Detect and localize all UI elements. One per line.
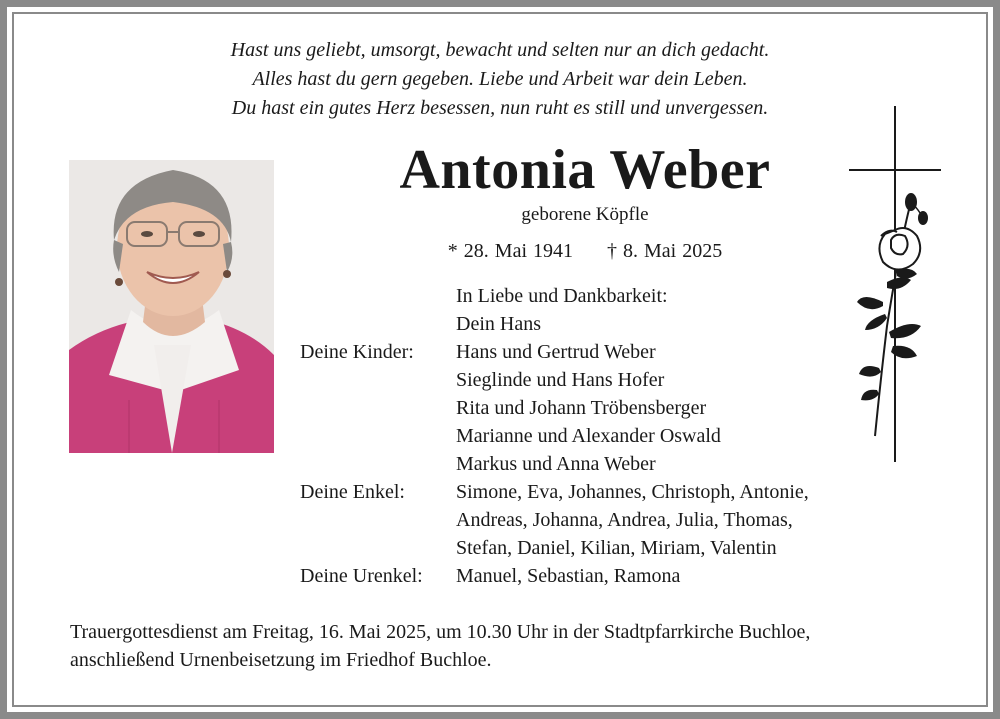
mourner-row bbox=[300, 422, 809, 450]
death-date: † 8. Mai 2025 bbox=[607, 240, 723, 262]
mourner-names: Rita und Johann Tröbensberger bbox=[456, 397, 707, 419]
mourner-label: Deine Urenkel: bbox=[300, 565, 423, 587]
service-line: anschließend Urnenbeisetzung im Friedhof Buchloe. bbox=[70, 649, 492, 671]
birth-name: geborene Köpfle bbox=[521, 204, 649, 225]
mourner-label bbox=[300, 310, 456, 338]
mourner-names: Markus und Anna Weber bbox=[456, 453, 656, 475]
mourner-row bbox=[300, 338, 809, 366]
mourner-label bbox=[300, 506, 456, 534]
mourner-row bbox=[300, 394, 809, 422]
mourner-label bbox=[300, 282, 456, 310]
mourner-names: Sieglinde und Hans Hofer bbox=[456, 369, 665, 391]
mourner-row bbox=[300, 282, 809, 310]
poem-line: Hast uns geliebt, umsorgt, bewacht und selten nur an dich gedacht. bbox=[230, 39, 770, 61]
mourner-row bbox=[300, 366, 809, 394]
mourner-names: In Liebe und Dankbarkeit: bbox=[456, 285, 668, 307]
mourner-label bbox=[300, 394, 456, 422]
life-dates bbox=[385, 240, 785, 263]
mourner-names: Stefan, Daniel, Kilian, Miriam, Valentin bbox=[456, 537, 777, 559]
mourner-label bbox=[300, 422, 456, 450]
birth-date: * 28. Mai 1941 bbox=[447, 240, 573, 262]
mourner-names: Marianne und Alexander Oswald bbox=[456, 425, 721, 447]
service-notice bbox=[70, 618, 810, 674]
cross-drawing bbox=[845, 106, 945, 466]
mourner-names: Dein Hans bbox=[456, 313, 541, 335]
mourner-label: Deine Enkel: bbox=[300, 481, 405, 503]
mourner-row bbox=[300, 506, 809, 534]
mourners-list bbox=[300, 282, 809, 590]
mourner-row bbox=[300, 534, 809, 562]
mourner-names: Manuel, Sebastian, Ramona bbox=[456, 565, 681, 587]
poem-line: Du hast ein gutes Herz besessen, nun ruht es still und unvergessen. bbox=[231, 97, 769, 119]
mourner-row bbox=[300, 562, 809, 590]
mourner-label bbox=[300, 366, 456, 394]
deceased-name: Antonia Weber bbox=[399, 139, 771, 201]
mourner-row bbox=[300, 478, 809, 506]
mourner-names: Andreas, Johanna, Andrea, Julia, Thomas, bbox=[456, 509, 793, 531]
mourner-names: Hans und Gertrud Weber bbox=[456, 341, 656, 363]
mourner-label bbox=[300, 450, 456, 478]
service-line: Trauergottesdienst am Freitag, 16. Mai 2025, um 10.30 Uhr in der Stadtpfarrkirche Buchloe, bbox=[70, 621, 811, 643]
mourner-names: Simone, Eva, Johannes, Christoph, Antonie, bbox=[456, 481, 809, 503]
mourner-row bbox=[300, 310, 809, 338]
portrait-photo bbox=[69, 160, 274, 453]
poem-line: Alles hast du gern gegeben. Liebe und Arbeit war dein Leben. bbox=[252, 68, 748, 90]
cross-with-rose-icon bbox=[845, 106, 945, 466]
portrait-illustration bbox=[69, 160, 274, 453]
mourner-label: Deine Kinder: bbox=[300, 341, 414, 363]
mourner-row bbox=[300, 450, 809, 478]
mourner-label bbox=[300, 534, 456, 562]
